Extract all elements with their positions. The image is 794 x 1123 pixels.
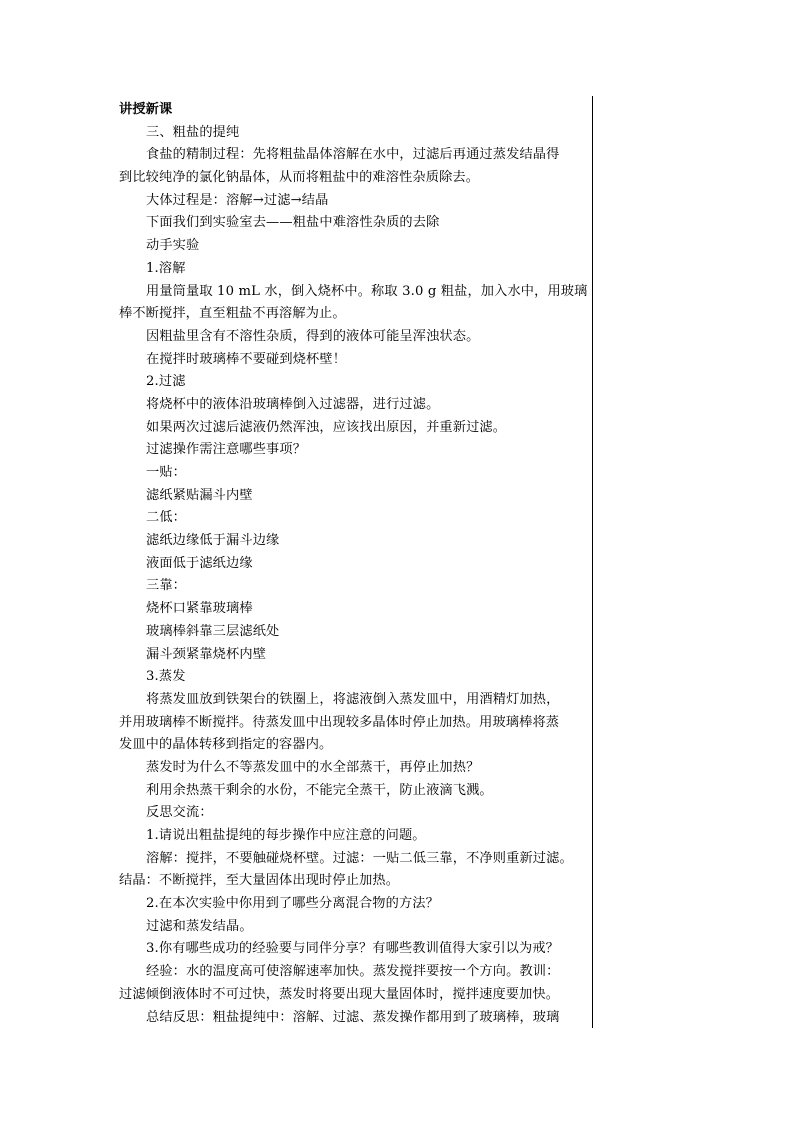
section-heading: 讲授新课 — [119, 102, 173, 117]
text-line: 2.在本次实验中你用到了哪些分离混合物的方法？ — [146, 896, 439, 912]
text-line: 总结反思：粗盐提纯中：溶解、过滤、蒸发操作都用到了玻璃棒，玻璃 — [146, 1009, 560, 1025]
text-line: 如果两次过滤后滤液仍然浑浊，应该找出原因，并重新过滤。 — [146, 419, 507, 435]
text-line: 烧杯口紧靠玻璃棒 — [146, 601, 253, 617]
text-line: 滤纸边缘低于漏斗边缘 — [146, 533, 280, 549]
text-line: 动手实验 — [146, 238, 200, 254]
text-line: 滤纸紧贴漏斗内壁 — [146, 487, 253, 503]
text-line: 过滤和蒸发结晶。 — [146, 918, 253, 934]
text-line: 2.过滤 — [146, 374, 186, 390]
text-line: 反思交流： — [146, 805, 213, 821]
text-line: 一贴： — [146, 465, 187, 480]
text-line: 过滤倾倒液体时不可过快，蒸发时将要出现大量固体时，搅拌速度要加快。 — [119, 986, 560, 1002]
text-line: 下面我们到实验室去——粗盐中难溶性杂质的去除 — [146, 215, 440, 231]
text-line: 1.溶解 — [146, 260, 186, 276]
text-line: 因粗盐里含有不溶性杂质，得到的液体可能呈浑浊状态。 — [146, 328, 480, 344]
text-line: 在搅拌时玻璃棒不要碰到烧杯壁！ — [146, 351, 347, 367]
text-line: 漏斗颈紧靠烧杯内壁 — [146, 646, 267, 662]
text-line: 食盐的精制过程：先将粗盐晶体溶解在水中，过滤后再通过蒸发结晶得 — [146, 147, 560, 163]
text-line: 到比较纯净的氯化钠晶体，从而将粗盐中的难溶性杂质除去。 — [119, 170, 480, 186]
text-line: 用量筒量取 10 mL 水，倒入烧杯中。称取 3.0 g 粗盐，加入水中，用玻璃 — [146, 283, 588, 299]
table-cell-right-border — [592, 96, 593, 1028]
text-line: 结晶：不断搅拌，至大量固体出现时停止加热。 — [119, 873, 400, 889]
text-line: 过滤操作需注意哪些事项？ — [146, 442, 307, 458]
text-line: 蒸发时为什么不等蒸发皿中的水全部蒸干，再停止加热？ — [146, 759, 480, 775]
text-line: 大体过程是：溶解→过滤→结晶 — [146, 192, 329, 208]
text-line: 发皿中的晶体转移到指定的容器内。 — [119, 737, 333, 753]
text-line: 玻璃棒斜靠三层滤纸处 — [146, 623, 280, 639]
text-line: 液面低于滤纸边缘 — [146, 555, 253, 571]
text-line: 三靠： — [146, 578, 187, 594]
text-line: 将烧杯中的液体沿玻璃棒倒入过滤器，进行过滤。 — [146, 396, 440, 412]
text-line: 经验：水的温度高可使溶解速率加快。蒸发搅拌要按一个方向。教训： — [146, 964, 560, 980]
text-line: 二低： — [146, 510, 187, 526]
text-line: 利用余热蒸干剩余的水份，不能完全蒸干，防止液滴飞溅。 — [146, 782, 493, 798]
lesson-text-block — [119, 99, 588, 1029]
text-line: 并用玻璃棒不断搅拌。待蒸发皿中出现较多晶体时停止加热。用玻璃棒将蒸 — [119, 714, 560, 730]
text-line: 棒不断搅拌，直至粗盐不再溶解为止。 — [119, 306, 346, 322]
text-line: 1.请说出粗盐提纯的每步操作中应注意的问题。 — [146, 828, 426, 843]
text-line: 溶解：搅拌，不要触碰烧杯壁。过滤：一贴二低三靠，不净则重新过滤。 — [146, 850, 573, 866]
text-line: 3.你有哪些成功的经验要与同伴分享？有哪些教训值得大家引以为戒？ — [146, 941, 560, 957]
text-line: 3.蒸发 — [146, 669, 186, 685]
text-line: 将蒸发皿放到铁架台的铁圈上，将滤液倒入蒸发皿中，用酒精灯加热， — [146, 691, 560, 707]
text-line: 三、粗盐的提纯 — [146, 124, 240, 140]
